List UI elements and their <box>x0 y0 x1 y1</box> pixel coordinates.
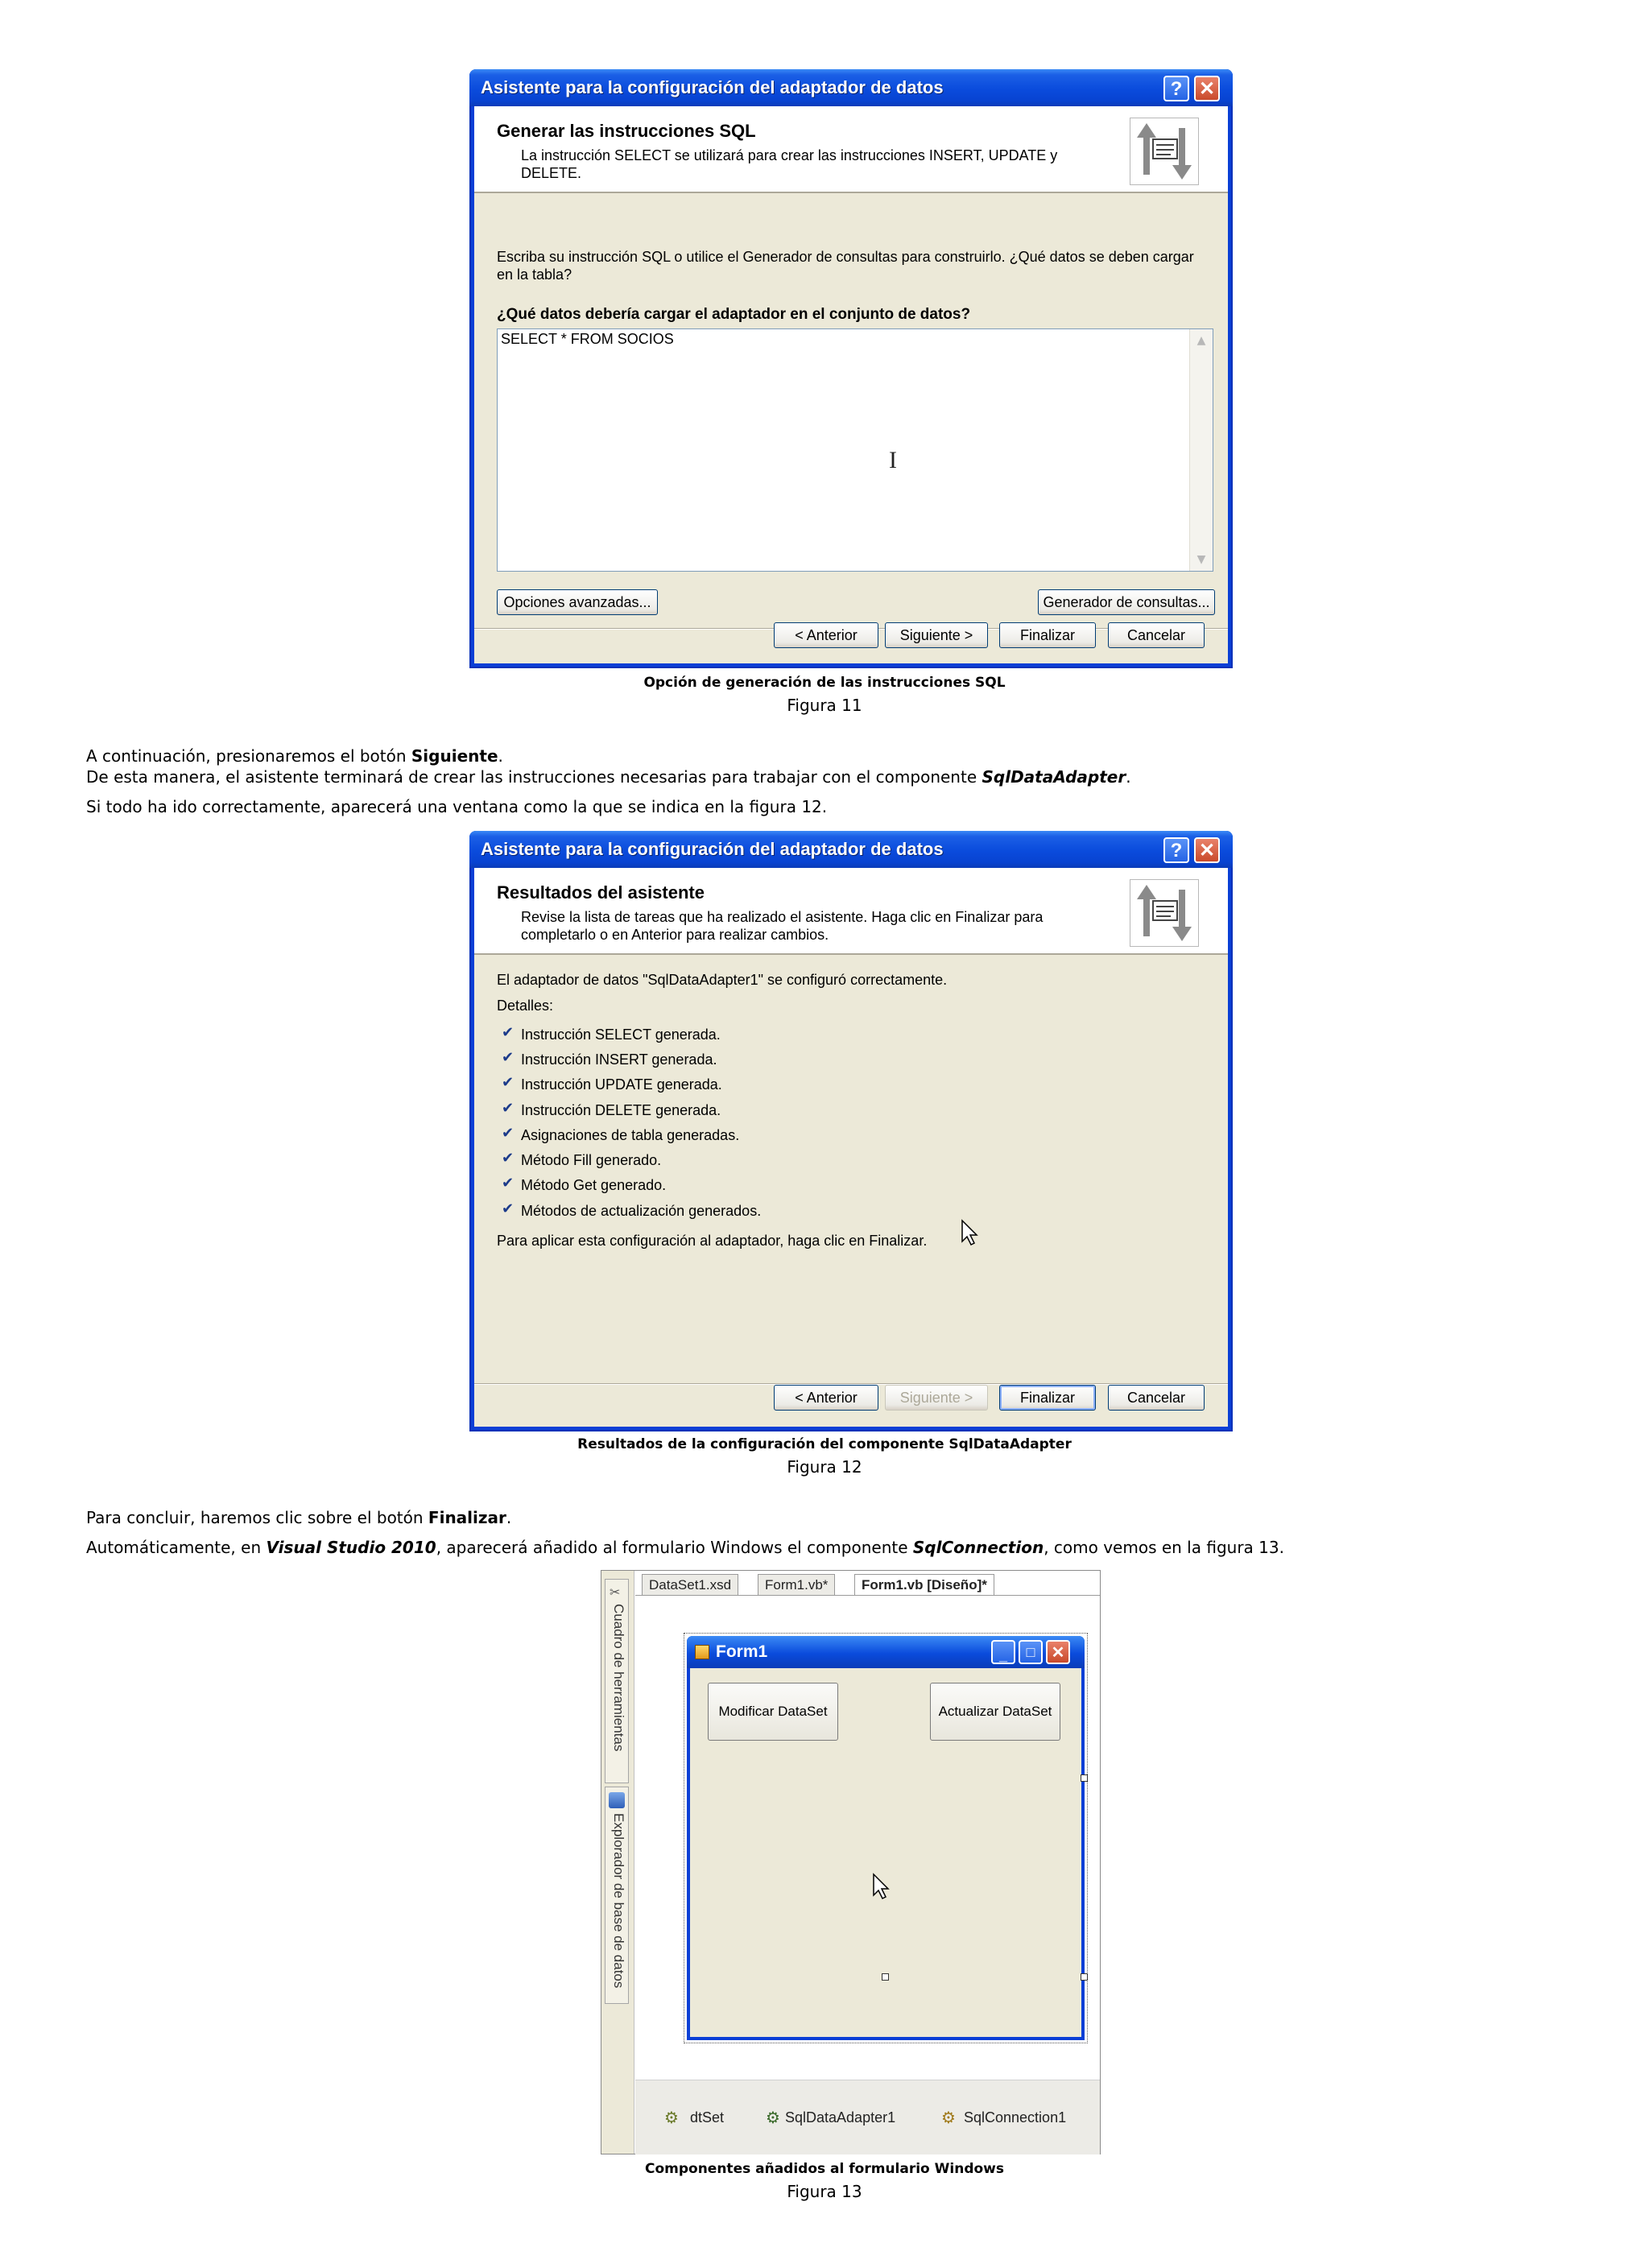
form1-title: Form1 <box>716 1642 768 1661</box>
wizard-arrows-icon <box>1130 879 1199 947</box>
finish-button[interactable]: Finalizar <box>999 622 1096 648</box>
bold-run: Finalizar <box>428 1508 506 1527</box>
check-icon: ✔ <box>502 1049 515 1066</box>
side-panel <box>601 1571 634 2154</box>
sql-connection-icon: ⚙ <box>941 2108 956 2127</box>
resize-handle[interactable] <box>1081 1774 1088 1782</box>
form-icon <box>695 1645 709 1659</box>
help-icon[interactable]: ? <box>1163 76 1189 101</box>
component-tray <box>635 2080 1100 2154</box>
form1-client-area <box>690 1668 1081 2037</box>
scroll-down-icon[interactable]: ▼ <box>1196 553 1206 566</box>
bold-run: Siguiente <box>411 746 498 766</box>
resize-handle[interactable] <box>1081 1973 1088 1981</box>
figure-caption: Resultados de la configuración del componente SqlDataAdapter <box>577 1436 1072 1452</box>
header-subtitle: Revise la lista de tareas que ha realizado el asistente. Haga clic en Finalizar para completarlo o en Anterior para realizar cambios. <box>521 909 1044 943</box>
text-run: A continuación, presionaremos el botón <box>86 746 411 766</box>
detail-item: Instrucción SELECT generada. <box>521 1027 721 1043</box>
help-icon[interactable]: ? <box>1163 837 1189 863</box>
query-builder-button[interactable]: Generador de consultas... <box>1038 589 1215 615</box>
figure-caption: Componentes añadidos al formulario Windows <box>644 2161 1005 2177</box>
detail-item: Método Get generado. <box>521 1177 667 1193</box>
detail-item: Asignaciones de tabla generadas. <box>521 1127 740 1143</box>
figure-label: Figura 13 <box>787 2182 862 2201</box>
check-icon: ✔ <box>502 1024 515 1041</box>
apply-instructions: Para aplicar esta configuración al adaptador, haga clic en Finalizar. <box>497 1233 928 1249</box>
paragraph-line <box>86 1507 511 1528</box>
detail-item: Instrucción DELETE generada. <box>521 1102 721 1118</box>
detail-item: Instrucción INSERT generada. <box>521 1051 717 1068</box>
toolbox-tab-label: Cuadro de herramientas <box>611 1604 626 1752</box>
modify-dataset-button[interactable]: Modificar DataSet <box>708 1683 838 1741</box>
paragraph-line <box>86 746 503 766</box>
text-run: Automáticamente, en <box>86 1538 267 1557</box>
visual-studio-designer <box>601 1570 1101 2154</box>
paragraph-line <box>86 1537 1284 1558</box>
database-explorer-tab-label: Explorador de base de datos <box>611 1813 626 1989</box>
toolbox-icon: ✂ <box>610 1584 621 1600</box>
form1-title-bar <box>687 1636 1085 1668</box>
title-bar <box>469 831 1233 868</box>
detail-item: Instrucción UPDATE generada. <box>521 1076 722 1093</box>
question-label: ¿Qué datos debería cargar el adaptador en el conjunto de datos? <box>497 306 971 323</box>
scrollbar[interactable] <box>1189 329 1213 571</box>
text-run: . <box>506 1508 512 1527</box>
close-icon[interactable]: ✕ <box>1194 76 1220 101</box>
tray-item-sqlconnection[interactable]: SqlConnection1 <box>964 2109 1067 2125</box>
database-explorer-tab[interactable] <box>605 1787 629 2004</box>
dataset-icon: ⚙ <box>664 2108 679 2127</box>
next-button[interactable]: Siguiente > <box>885 622 988 648</box>
check-icon: ✔ <box>502 1200 515 1217</box>
check-icon: ✔ <box>502 1074 515 1091</box>
next-button[interactable]: Siguiente > <box>885 1385 988 1411</box>
wizard-header <box>474 106 1228 193</box>
header-title: Resultados del asistente <box>497 882 705 903</box>
configured-message: El adaptador de datos "SqlDataAdapter1" se configuró correctamente. <box>497 972 948 988</box>
sql-wizard-dialog <box>469 69 1233 668</box>
detail-item: Método Fill generado. <box>521 1152 662 1168</box>
update-dataset-button[interactable]: Actualizar DataSet <box>930 1683 1060 1741</box>
scroll-up-icon[interactable]: ▲ <box>1196 334 1206 347</box>
figure-label: Figura 11 <box>787 696 862 715</box>
text-run: , como vemos en la figura 13. <box>1044 1538 1284 1557</box>
dialog-body <box>474 106 1228 663</box>
check-icon: ✔ <box>502 1175 515 1192</box>
database-icon <box>609 1792 625 1808</box>
finish-button[interactable]: Finalizar <box>999 1385 1096 1411</box>
minimize-icon[interactable]: _ <box>991 1640 1015 1664</box>
data-adapter-icon: ⚙ <box>766 2108 780 2127</box>
cancel-button[interactable]: Cancelar <box>1108 622 1205 648</box>
back-button[interactable]: < Anterior <box>774 1385 878 1411</box>
wizard-arrows-icon <box>1130 118 1199 185</box>
header-title: Generar las instrucciones SQL <box>497 121 756 141</box>
paragraph-line <box>86 766 1131 787</box>
back-button[interactable]: < Anterior <box>774 622 878 648</box>
check-icon: ✔ <box>502 1125 515 1142</box>
tab-form1-design[interactable]: Form1.vb [Diseño]* <box>854 1574 994 1595</box>
wizard-header <box>474 868 1228 955</box>
maximize-icon[interactable]: □ <box>1019 1640 1043 1664</box>
header-subtitle: La instrucción SELECT se utilizará para crear las instrucciones INSERT, UPDATE y DELETE. <box>521 147 1058 181</box>
check-icon: ✔ <box>502 1150 515 1167</box>
figure-label: Figura 12 <box>787 1457 862 1477</box>
instructions-text: Escriba su instrucción SQL o utilice el Generador de consultas para construirlo. ¿Qué datos se deben cargar en la tabla? <box>497 249 1194 283</box>
mouse-pointer-icon <box>872 1873 891 1903</box>
detail-item: Métodos de actualización generados. <box>521 1203 762 1219</box>
window-title: Asistente para la configuración del adaptador de datos <box>481 839 944 859</box>
tray-item-dtset[interactable]: dtSet <box>690 2109 725 2125</box>
check-icon: ✔ <box>502 1100 515 1117</box>
text-run: . <box>1126 767 1131 787</box>
details-label: Detalles: <box>497 998 554 1014</box>
title-bar <box>469 69 1233 106</box>
text-run: Para concluir, haremos clic sobre el botón <box>86 1508 428 1527</box>
bold-italic-run: SqlDataAdapter <box>982 767 1126 787</box>
sql-textarea[interactable] <box>497 328 1213 572</box>
figure-caption: Opción de generación de las instrucciones SQL <box>643 675 1006 691</box>
results-wizard-dialog <box>469 831 1233 1431</box>
dialog-body <box>474 868 1228 1427</box>
tab-dataset-xsd[interactable]: DataSet1.xsd <box>642 1574 738 1595</box>
design-surface <box>635 1595 1100 2040</box>
paragraph-line: Si todo ha ido correctamente, aparecerá una ventana como la que se indica en la figura 12. <box>86 797 828 816</box>
bold-italic-run: Visual Studio 2010 <box>266 1538 436 1557</box>
toolbox-tab[interactable] <box>605 1579 629 1783</box>
window-title: Asistente para la configuración del adaptador de datos <box>481 77 944 97</box>
sql-text: SELECT * FROM SOCIOS <box>501 331 674 347</box>
text-run: De esta manera, el asistente terminará de crear las instrucciones necesarias para trabajar con el componente <box>86 767 982 787</box>
resize-handle[interactable] <box>882 1973 889 1981</box>
text-cursor-icon: I <box>889 447 897 473</box>
close-icon[interactable]: ✕ <box>1194 837 1220 863</box>
tray-item-sqldataadapter[interactable]: SqlDataAdapter1 <box>785 2109 896 2125</box>
cancel-button[interactable]: Cancelar <box>1108 1385 1205 1411</box>
tab-form1-code[interactable]: Form1.vb* <box>758 1574 835 1595</box>
text-run: . <box>498 746 503 766</box>
bold-italic-run: SqlConnection <box>912 1538 1044 1557</box>
mouse-pointer-icon <box>961 1219 980 1250</box>
close-icon[interactable]: ✕ <box>1046 1640 1070 1664</box>
advanced-options-button[interactable]: Opciones avanzadas... <box>497 589 658 615</box>
text-run: , aparecerá añadido al formulario Windows el componente <box>436 1538 913 1557</box>
